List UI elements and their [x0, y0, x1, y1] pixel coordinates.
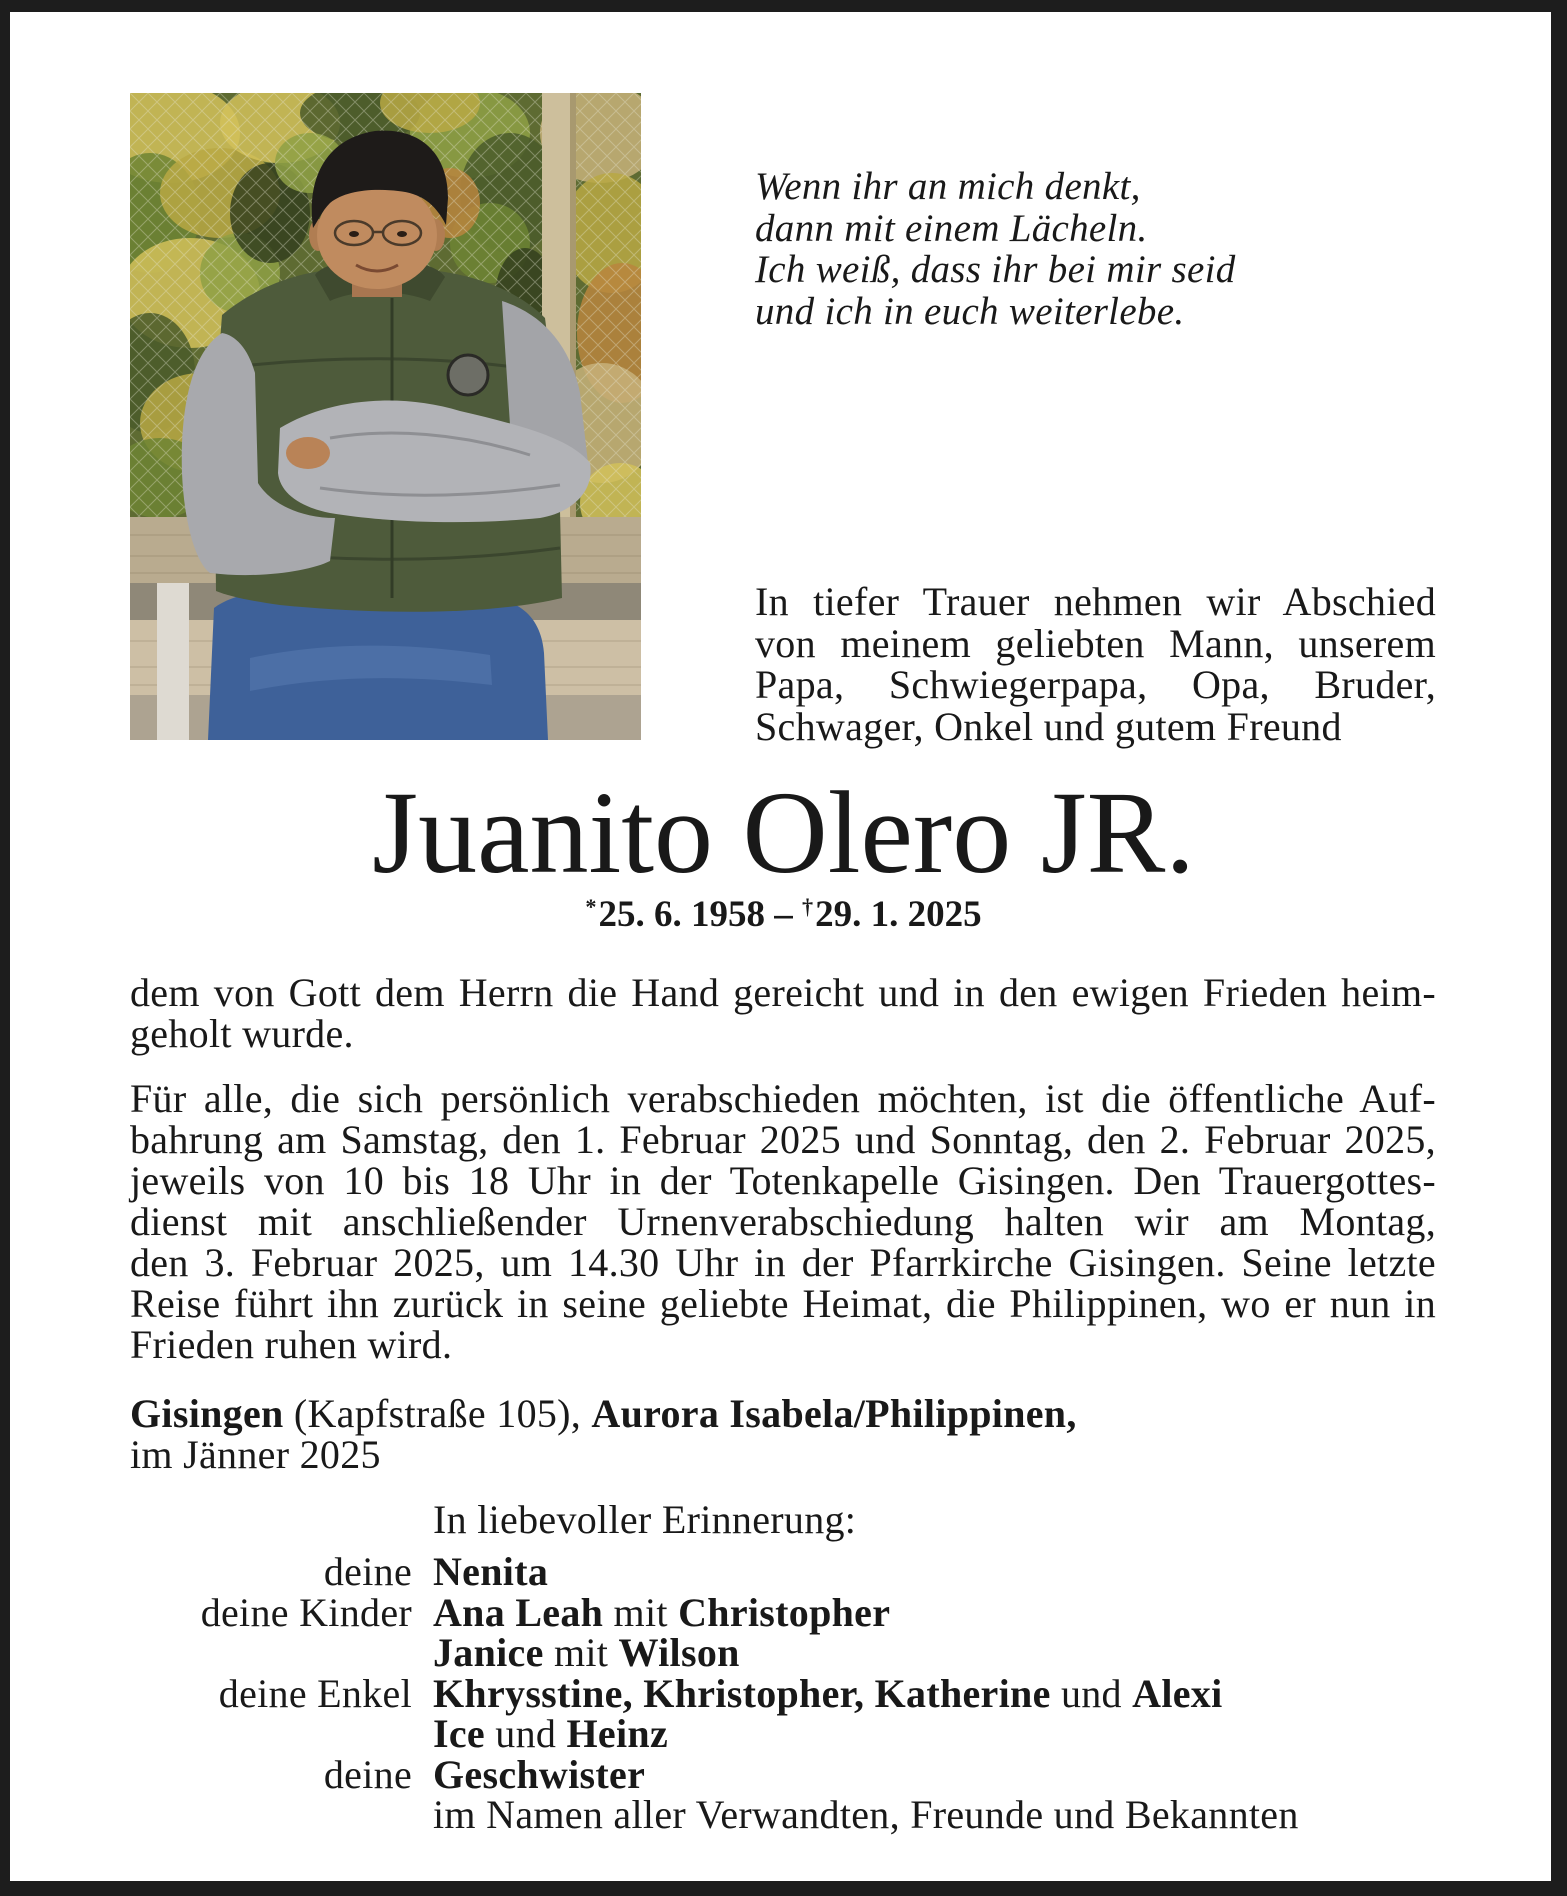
family-row	[130, 1630, 1436, 1675]
intro-line: von meinem geliebten Mann, unserem	[755, 620, 1436, 666]
family-row	[130, 1549, 1436, 1594]
portrait-photo-image	[130, 93, 641, 740]
family-row	[130, 1711, 1436, 1756]
intro-line: In tiefer Trauer nehmen wir Abschied	[755, 579, 1436, 624]
relative-name: Janice	[433, 1630, 544, 1675]
portrait-photo	[130, 93, 641, 740]
closing-line: im Namen aller Verwandten, Freunde und Bekannten	[433, 1792, 1299, 1837]
relative-name: Geschwister	[433, 1751, 646, 1797]
connector-word: und	[495, 1711, 557, 1756]
body-paragraph-2	[130, 1078, 1436, 1365]
connector-word: und	[1060, 1670, 1122, 1716]
location-place-2: Aurora Isabela/Philippinen,	[591, 1391, 1077, 1436]
relation-label: deine Enkel	[218, 1670, 412, 1716]
connector-word: mit	[553, 1630, 609, 1675]
family-row	[130, 1670, 1436, 1716]
poem-line: Ich weiß, dass ihr bei mir seid	[755, 248, 1236, 292]
body-line: Für alle, die sich persönlich verabschieden möchten, ist die öffentliche Auf-	[130, 1076, 1436, 1121]
life-dates	[0, 895, 1567, 935]
family-list	[130, 1549, 1436, 1837]
relative-names	[433, 1589, 891, 1635]
death-symbol: †	[802, 893, 814, 919]
poem-line: Wenn ihr an mich denkt,	[755, 165, 1141, 208]
person-hand	[286, 437, 330, 469]
relation-label: deine	[323, 1549, 412, 1594]
relative-name: Khrysstine, Khristopher, Katherine	[433, 1670, 1051, 1716]
deceased-name: Juanito Olero JR.	[372, 767, 1195, 898]
birth-symbol: *	[585, 893, 597, 919]
relation-label: deine	[323, 1751, 412, 1797]
location-address: (Kapfstraße 105),	[293, 1391, 582, 1436]
intro-line: Papa, Schwiegerpapa, Opa, Bruder,	[755, 662, 1436, 707]
relation-label-empty	[130, 1633, 412, 1674]
relative-name: Ana Leah	[433, 1589, 604, 1635]
location-block	[130, 1393, 1436, 1475]
mourning-intro	[755, 581, 1436, 747]
body-line: geholt wurde.	[130, 1011, 354, 1056]
birth-date: 25. 6. 1958	[598, 894, 765, 935]
relative-names	[433, 1711, 668, 1756]
family-row	[130, 1589, 1436, 1635]
body-line: den 3. Februar 2025, um 14.30 Uhr in der Pfarrkirche Gisingen. Seine letzte	[130, 1240, 1436, 1285]
relative-names	[433, 1751, 646, 1797]
bench-leg	[157, 583, 189, 740]
family-row	[130, 1751, 1436, 1797]
body-line: Reise führt ihn zurück in seine geliebte Heimat, die Philippinen, wo er nun in	[130, 1281, 1436, 1326]
poem-line: und ich in euch weiterlebe.	[755, 290, 1185, 334]
relative-name: Heinz	[566, 1711, 668, 1756]
relative-names	[433, 1549, 549, 1594]
relative-name: Ice	[433, 1711, 485, 1756]
family-row	[130, 1792, 1436, 1837]
location-line	[130, 1393, 1436, 1434]
body-line: dem von Gott dem Herrn die Hand gereicht und in den ewigen Frieden heim-	[130, 970, 1436, 1015]
vest-badge	[448, 355, 488, 395]
body-line: Frieden ruhen wird.	[130, 1322, 453, 1367]
eye-right	[397, 231, 407, 237]
location-date: im Jänner 2025	[130, 1432, 381, 1477]
eye-left	[349, 231, 359, 237]
date-separator: –	[774, 894, 793, 935]
relative-names	[433, 1670, 1223, 1716]
body-line: dienst mit anschließender Urnenverabschiedung halten wir am Montag,	[130, 1199, 1436, 1244]
death-date: 29. 1. 2025	[815, 894, 982, 935]
family-heading: In liebevoller Erinnerung:	[433, 1497, 857, 1542]
relation-label: deine Kinder	[200, 1589, 412, 1635]
poem	[755, 166, 1455, 333]
relative-name: Wilson	[618, 1630, 740, 1675]
poem-line: dann mit einem Lächeln.	[755, 206, 1148, 250]
relative-names	[433, 1630, 740, 1675]
intro-line: Schwager, Onkel und gutem Freund	[755, 703, 1342, 749]
connector-word: mit	[613, 1589, 668, 1635]
location-place-1: Gisingen	[130, 1391, 284, 1436]
relative-name: Christopher	[678, 1589, 891, 1635]
relative-name: Alexi	[1132, 1670, 1223, 1716]
relative-name: Nenita	[433, 1549, 549, 1594]
body-paragraph-1	[130, 972, 1436, 1054]
body-line: bahrung am Samstag, den 1. Februar 2025 und Sonntag, den 2. Februar 2025,	[130, 1117, 1436, 1162]
relation-label-empty	[130, 1714, 412, 1755]
body-line: jeweils von 10 bis 18 Uhr in der Totenkapelle Gisingen. Den Trauergottes-	[130, 1158, 1436, 1203]
relation-label-empty	[130, 1795, 412, 1836]
